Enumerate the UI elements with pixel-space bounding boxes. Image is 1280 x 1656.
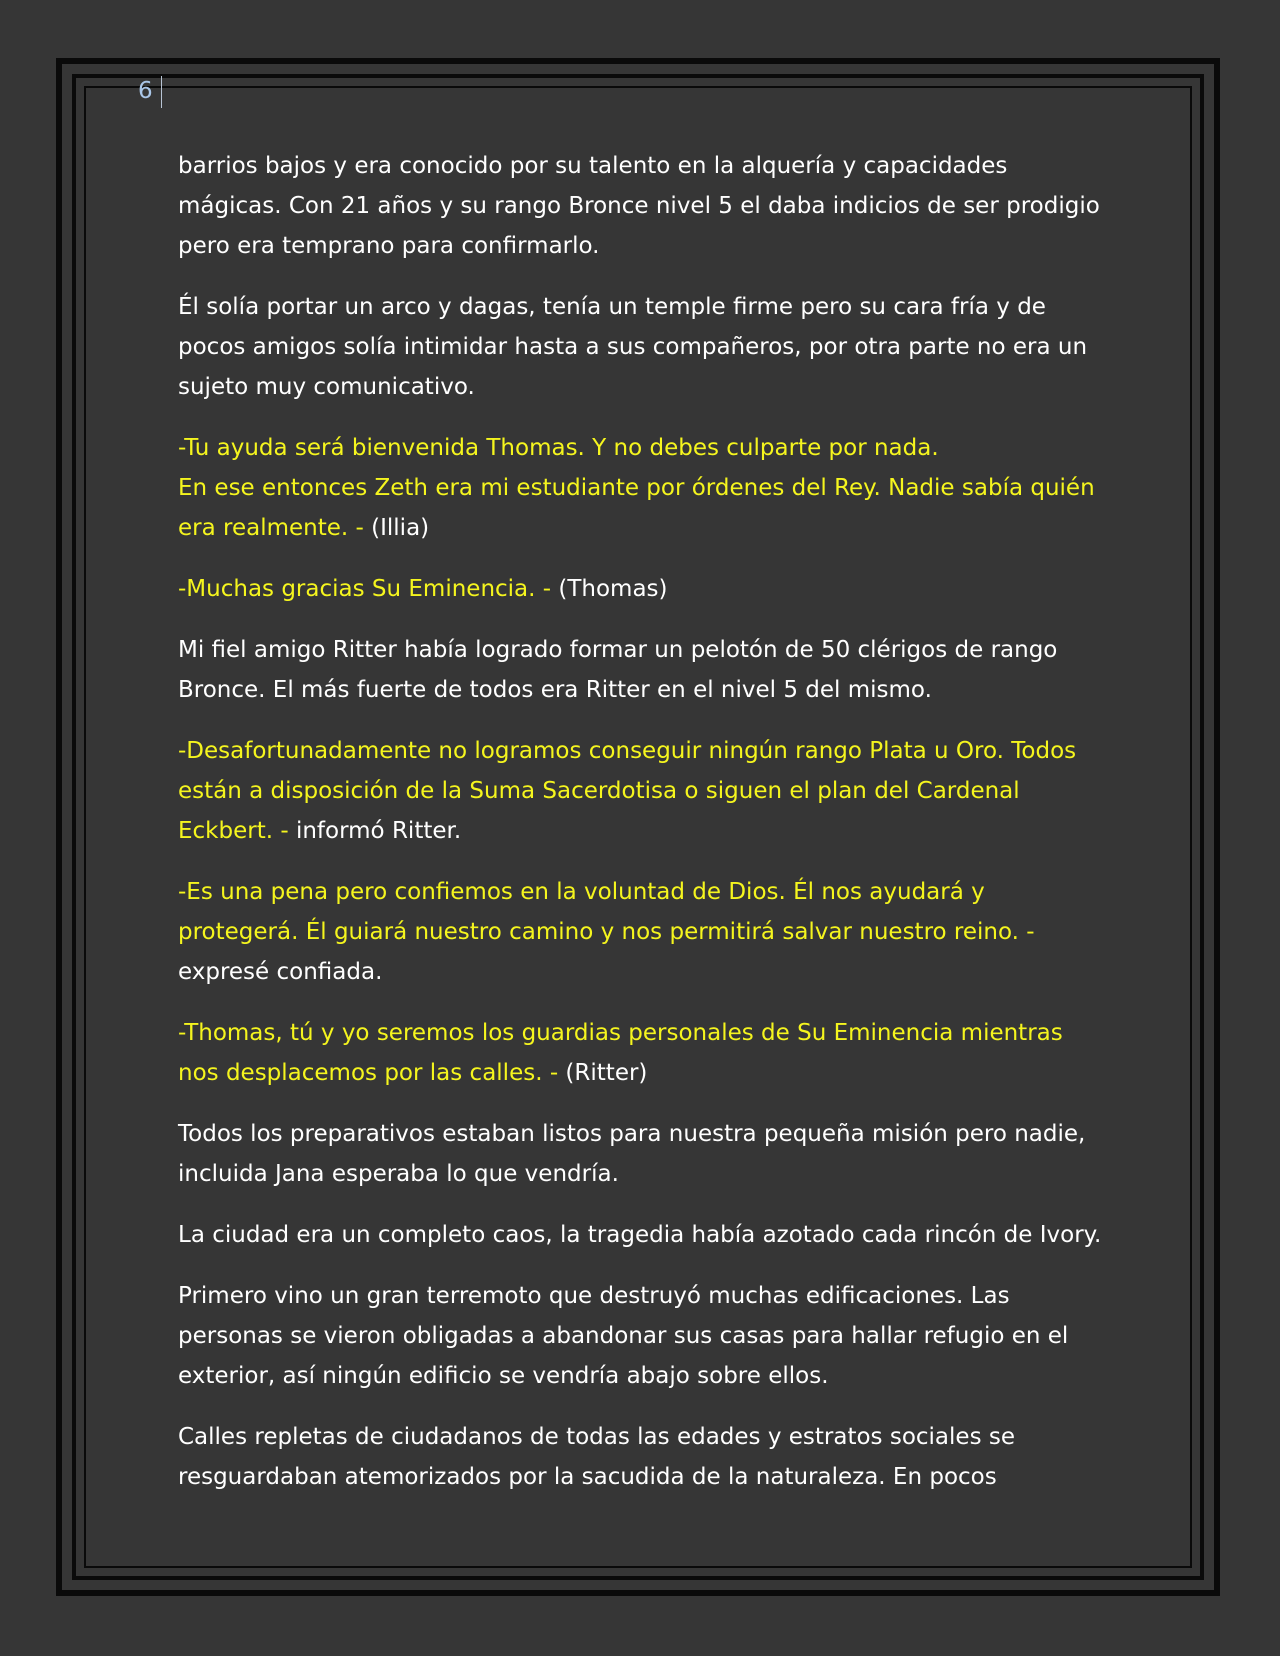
speaker-tag: (Illia) bbox=[363, 515, 430, 541]
paragraph bbox=[178, 731, 1108, 851]
narration-text: Él solía portar un arco y dagas, tenía un temple firme pero su cara fría y de pocos amigos solía intimidar hasta a sus compañeros, por otra parte no era un sujeto muy comunicativo. bbox=[178, 294, 1088, 400]
narration-text: barrios bajos y era conocido por su talento en la alquería y capacidades mágicas. Con 21 años y su rango Bronce nivel 5 el daba indicios de ser prodigio pero era temprano para confirmarlo. bbox=[178, 153, 1100, 259]
dialogue-text: -Es una pena pero confiemos en la voluntad de Dios. Él nos ayudará y protegerá. Él guiará nuestro camino y nos permitirá salvar nuestro reino. - bbox=[178, 879, 1035, 945]
paragraph bbox=[178, 428, 1108, 548]
paragraph bbox=[178, 630, 1108, 710]
speaker-tag: expresé confiada. bbox=[178, 959, 383, 985]
narration-text: La ciudad era un completo caos, la tragedia había azotado cada rincón de Ivory. bbox=[178, 1222, 1102, 1248]
dialogue-text: -Desafortunadamente no logramos conseguir ningún rango Plata u Oro. Todos están a disposición de la Suma Sacerdotisa o siguen el plan del Cardenal Eckbert. - bbox=[178, 738, 1077, 844]
narration-text: Calles repletas de ciudadanos de todas las edades y estratos sociales se resguardaban atemorizados por la sacudida de la naturaleza. En pocos bbox=[178, 1424, 1015, 1490]
dialogue-text: -Tu ayuda será bienvenida Thomas. Y no debes culparte por nada. En ese entonces Zeth era mi estudiante por órdenes del Rey. Nadie sabía quién era realmente. - bbox=[178, 435, 1095, 541]
paragraph bbox=[178, 1013, 1108, 1093]
paragraph bbox=[178, 1276, 1108, 1396]
dialogue-text: -Thomas, tú y yo seremos los guardias personales de Su Eminencia mientras nos desplacemos por las calles. - bbox=[178, 1020, 1063, 1086]
speaker-tag: (Thomas) bbox=[551, 576, 668, 602]
speaker-tag: (Ritter) bbox=[558, 1060, 648, 1086]
paragraph bbox=[178, 1114, 1108, 1194]
narration-text: Mi fiel amigo Ritter había logrado formar un pelotón de 50 clérigos de rango Bronce. El más fuerte de todos era Ritter en el nivel 5 del mismo. bbox=[178, 637, 1058, 703]
paragraph bbox=[178, 1215, 1108, 1255]
paragraph bbox=[178, 287, 1108, 407]
narration-text: Todos los preparativos estaban listos para nuestra pequeña misión pero nadie, incluida Jana esperaba lo que vendría. bbox=[178, 1121, 1086, 1187]
page-body bbox=[178, 146, 1108, 1518]
page-number: 6 bbox=[138, 76, 162, 108]
paragraph bbox=[178, 1417, 1108, 1497]
paragraph bbox=[178, 146, 1108, 266]
dialogue-text: -Muchas gracias Su Eminencia. - bbox=[178, 576, 552, 602]
narration-text: Primero vino un gran terremoto que destruyó muchas edificaciones. Las personas se vieron obligadas a abandonar sus casas para hallar refugio en el exterior, así ningún edificio se vendría abajo sobre ellos. bbox=[178, 1283, 1069, 1389]
paragraph bbox=[178, 872, 1108, 992]
paragraph bbox=[178, 569, 1108, 609]
speaker-tag: informó Ritter. bbox=[288, 818, 462, 844]
